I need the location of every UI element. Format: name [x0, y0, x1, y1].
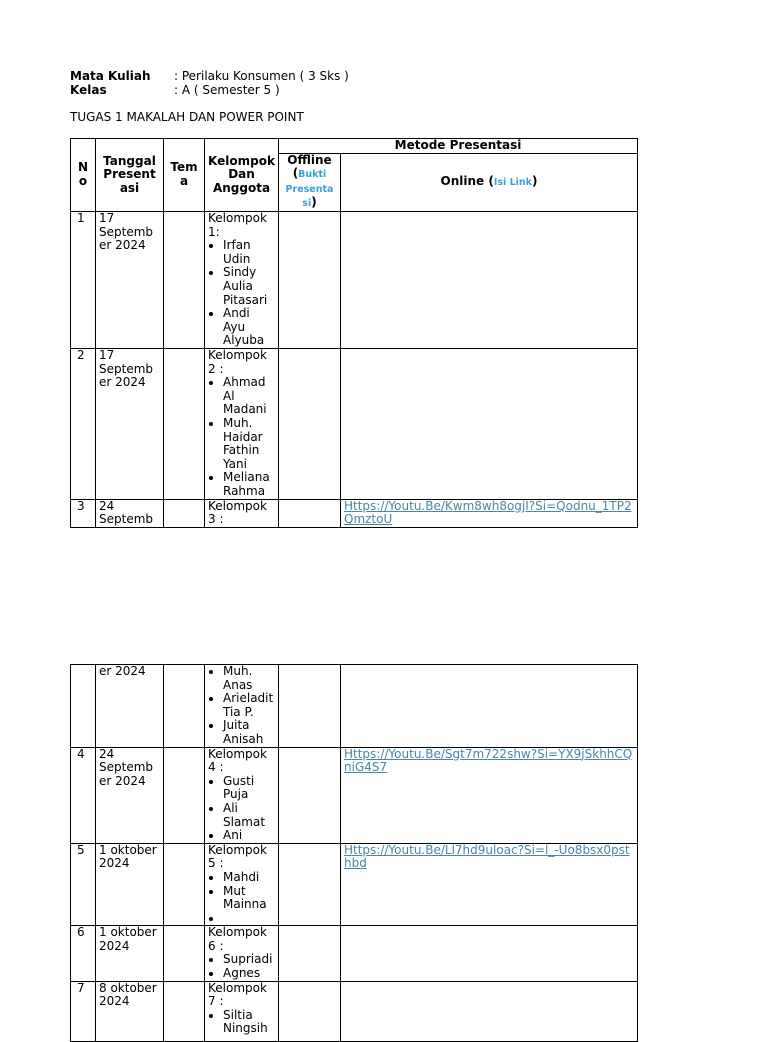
- online-note: Isi Link: [493, 176, 532, 188]
- row-group: [205, 981, 279, 1041]
- row-date: 1 oktober 2024: [96, 843, 164, 926]
- row-group: [205, 843, 279, 926]
- row-number: 5: [71, 843, 96, 926]
- member-list: [208, 953, 275, 980]
- row-theme: [164, 926, 205, 981]
- member-item: • Mahdi: [223, 871, 275, 885]
- member-item: • Agnes: [223, 967, 275, 981]
- table-row: [71, 499, 638, 527]
- offline-note: Bukti Presenta si: [285, 169, 334, 210]
- table-row: [71, 348, 638, 499]
- row-group: [205, 211, 279, 348]
- row-theme: [164, 981, 205, 1041]
- member-list: [208, 665, 275, 747]
- row-offline: [279, 348, 341, 499]
- row-theme: [164, 211, 205, 348]
- header-group: Kelompok Dan Anggota: [205, 139, 279, 212]
- row-number: [71, 665, 96, 748]
- row-online: [341, 499, 638, 527]
- group-name: Kelompok 5 :: [208, 843, 267, 871]
- group-name: Kelompok 6 :: [208, 925, 267, 953]
- row-offline: [279, 211, 341, 348]
- header-online: Online (Isi Link): [341, 153, 638, 211]
- class-line: [70, 83, 280, 97]
- member-item: • Ahmad Al Madani: [223, 376, 275, 417]
- member-item: • Andi Ayu Alyuba: [223, 307, 275, 348]
- member-item: • Arieladit Tia P.: [223, 692, 275, 719]
- row-number: 4: [71, 747, 96, 843]
- row-group: [205, 747, 279, 843]
- row-group: [205, 665, 279, 748]
- presentation-link[interactable]: Https://Youtu.Be/Sgt7m722shw?Si=YX9jSkhhCQniG4S7: [344, 747, 633, 775]
- table-row: [71, 665, 638, 748]
- course-line: [70, 69, 349, 83]
- row-theme: [164, 499, 205, 527]
- row-online: [341, 843, 638, 926]
- class-value: : A ( Semester 5 ): [174, 83, 280, 97]
- row-online: [341, 747, 638, 843]
- table-row: [71, 926, 638, 981]
- group-name: Kelompok 3 :: [208, 499, 267, 527]
- member-item: • Muh. Anas: [223, 665, 275, 692]
- row-date: 17 Septemb er 2024: [96, 348, 164, 499]
- online-label: Online: [440, 173, 485, 188]
- row-offline: [279, 665, 341, 748]
- row-theme: [164, 747, 205, 843]
- row-theme: [164, 843, 205, 926]
- presentation-link[interactable]: Https://Youtu.Be/Kwm8wh8ogjI?Si=Qodnu_1TP2QmztoU: [344, 499, 632, 527]
- member-item: • Supriadi: [223, 953, 275, 967]
- row-date: 24 Septemb: [96, 499, 164, 527]
- row-date: 8 oktober 2024: [96, 981, 164, 1041]
- row-offline: [279, 747, 341, 843]
- row-offline: [279, 499, 341, 527]
- member-item: • Juita Anisah: [223, 719, 275, 746]
- assignment-title: TUGAS 1 MAKALAH DAN POWER POINT: [70, 110, 304, 124]
- table-row: [71, 211, 638, 348]
- member-item: • Ani: [223, 829, 275, 843]
- table-row: [71, 747, 638, 843]
- header-theme: Tem a: [164, 139, 205, 212]
- member-item: • Irfan Udin: [223, 239, 275, 266]
- member-item: • Mut Mainna: [223, 885, 275, 912]
- offline-label: Offline: [287, 153, 332, 167]
- group-name: Kelompok 1:: [208, 211, 267, 239]
- row-date: 24 Septemb er 2024: [96, 747, 164, 843]
- row-online: [341, 348, 638, 499]
- member-list: [208, 376, 275, 498]
- row-number: 1: [71, 211, 96, 348]
- row-date: 17 Septemb er 2024: [96, 211, 164, 348]
- member-list: [208, 871, 275, 925]
- row-theme: [164, 348, 205, 499]
- group-name: Kelompok 4 :: [208, 747, 267, 775]
- row-offline: [279, 926, 341, 981]
- row-number: 3: [71, 499, 96, 527]
- member-item: • Gusti Puja: [223, 775, 275, 802]
- row-number: 2: [71, 348, 96, 499]
- member-item: • Meliana Rahma: [223, 471, 275, 498]
- class-label: Kelas: [70, 83, 107, 97]
- member-list: [208, 1009, 275, 1036]
- row-online: [341, 665, 638, 748]
- table-row: [71, 843, 638, 926]
- row-online: [341, 211, 638, 348]
- row-online: [341, 926, 638, 981]
- table-row: [71, 981, 638, 1041]
- schedule-table-page1: [70, 138, 638, 528]
- header-date: Tanggal Present asi: [96, 139, 164, 212]
- member-list: [208, 239, 275, 348]
- member-item: • Siltia Ningsih: [223, 1009, 275, 1036]
- schedule-table-page2: [70, 664, 638, 1042]
- member-item: • Ali Slamat: [223, 802, 275, 829]
- member-item: • Muh. Haidar Fathin Yani: [223, 417, 275, 471]
- course-value: : Perilaku Konsumen ( 3 Sks ): [174, 69, 349, 83]
- header-no: N o: [71, 139, 96, 212]
- presentation-link[interactable]: Https://Youtu.Be/Ll7hd9uloac?Si=l_-Uo8bsx0psthbd: [344, 843, 630, 871]
- row-number: 7: [71, 981, 96, 1041]
- row-date: 1 oktober 2024: [96, 926, 164, 981]
- row-online: [341, 981, 638, 1041]
- row-group: [205, 499, 279, 527]
- member-item: [223, 912, 275, 926]
- row-offline: [279, 981, 341, 1041]
- row-number: 6: [71, 926, 96, 981]
- member-list: [208, 775, 275, 843]
- row-date: er 2024: [96, 665, 164, 748]
- group-name: Kelompok 7 :: [208, 981, 267, 1009]
- member-item: • Sindy Aulia Pitasari: [223, 266, 275, 307]
- row-group: [205, 348, 279, 499]
- row-offline: [279, 843, 341, 926]
- group-name: Kelompok 2 :: [208, 348, 267, 376]
- row-group: [205, 926, 279, 981]
- header-method: Metode Presentasi: [279, 139, 638, 154]
- header-offline: Offline (Bukti Presenta si): [279, 153, 341, 211]
- course-label: Mata Kuliah: [70, 69, 151, 83]
- row-theme: [164, 665, 205, 748]
